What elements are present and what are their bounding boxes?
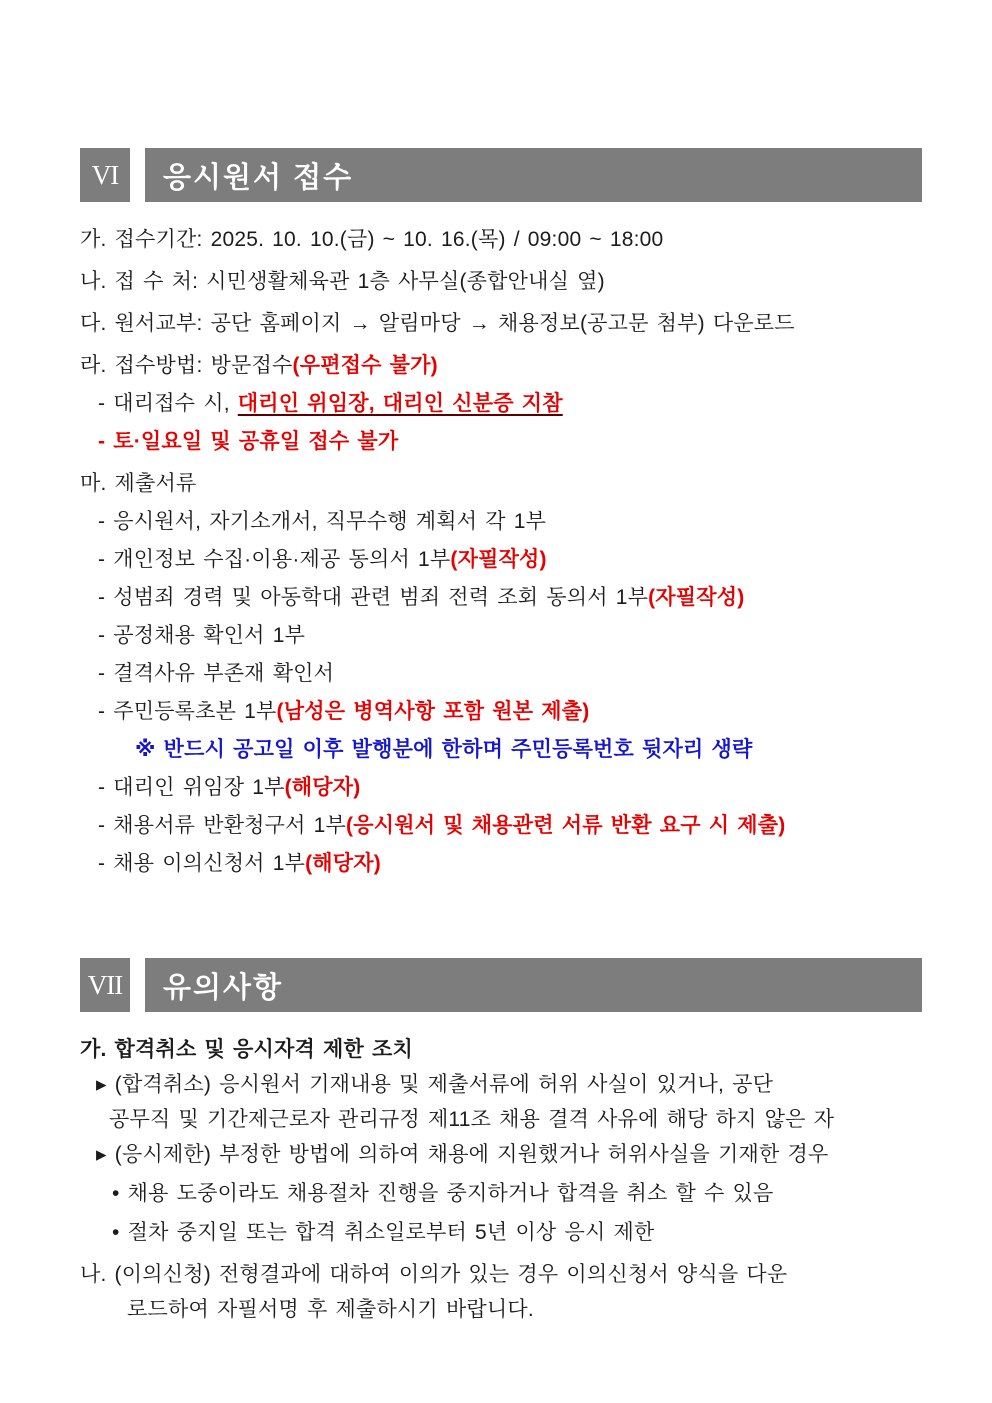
doc-line-sub <box>98 548 922 571</box>
text-segment: - 성범죄 경력 및 아동학대 관련 범죄 전력 조회 동의서 1부 <box>98 586 649 609</box>
doc-line-sub <box>98 430 922 453</box>
doc-line-sub <box>98 662 922 685</box>
text-segment: - 채용서류 반환청구서 1부 <box>98 814 347 837</box>
text-segment: - 토·일요일 및 공휴일 접수 불가 <box>98 430 399 453</box>
text-segment: (해당자) <box>284 776 361 799</box>
doc-line-bullet <box>112 1182 922 1205</box>
text-segment: (해당자) <box>305 852 381 875</box>
section-notes <box>80 958 922 1321</box>
section-title: 응시원서 접수 <box>163 161 354 194</box>
text-segment: 가. 합격취소 및 응시자격 제한 조치 <box>80 1038 414 1061</box>
text-segment: ※ 반드시 공고일 이후 발행분에 한하며 주민등록번호 뒷자리 생략 <box>135 738 753 761</box>
doc-line-item <box>80 270 922 293</box>
section-application-submission <box>80 148 922 875</box>
section-numeral: VI <box>91 159 119 190</box>
text-segment: 라. 접수방법: 방문접수 <box>80 354 293 377</box>
text-segment: - 대리인 위임장 1부 <box>98 776 285 799</box>
doc-line-note <box>135 738 922 761</box>
text-segment: • 절차 중지일 또는 합격 취소일로부터 5년 이상 응시 제한 <box>112 1221 655 1244</box>
header-gap <box>130 148 145 202</box>
doc-line-sub <box>98 624 922 647</box>
doc-line-arrow <box>96 1073 922 1096</box>
section-header <box>80 148 922 202</box>
section-body <box>80 1038 922 1321</box>
text-segment: 마. 제출서류 <box>80 472 197 495</box>
text-segment: • 채용 도중이라도 채용절차 진행을 중지하거나 합격을 취소 할 수 있음 <box>112 1182 774 1205</box>
section-numeral-badge <box>80 958 130 1012</box>
text-segment: - 개인정보 수집·이용·제공 동의서 1부 <box>98 548 451 571</box>
text-segment: 다. 원서교부: 공단 홈페이지 → 알림마당 → 채용정보(공고문 첨부) 다운로드 <box>80 312 795 335</box>
text-segment: 가. 접수기간: 2025. 10. 10.(금) ~ 10. 16.(목) / 09:00 ~ 18:00 <box>80 228 664 251</box>
header-gap <box>130 958 145 1012</box>
doc-line-sub <box>98 852 922 875</box>
section-numeral-badge <box>80 148 130 202</box>
doc-line-sub <box>98 814 922 837</box>
doc-line-sub <box>98 510 922 533</box>
text-segment: (남성은 병역사항 포함 원본 제출) <box>276 700 590 723</box>
text-segment: - 결격사유 부존재 확인서 <box>98 662 335 685</box>
text-segment: 로드하여 자필서명 후 제출하시기 바랍니다. <box>127 1298 534 1321</box>
text-segment: (자필작성) <box>648 586 745 609</box>
text-segment: - 채용 이의신청서 1부 <box>98 852 306 875</box>
text-segment: 나. (이의신청) 전형결과에 대하여 이의가 있는 경우 이의신청서 양식을 다운 <box>80 1263 788 1286</box>
text-segment: 대리인 위임장, 대리인 신분증 지참 <box>237 392 563 415</box>
doc-line-sub <box>98 700 922 723</box>
text-segment: ▸ (응시제한) 부정한 방법에 의하여 채용에 지원했거나 허위사실을 기재한 경우 <box>96 1143 829 1166</box>
section-body <box>80 228 922 875</box>
text-segment: - 공정채용 확인서 1부 <box>98 624 306 647</box>
text-segment: - 응시원서, 자기소개서, 직무수행 계획서 각 1부 <box>98 510 547 533</box>
doc-line-item <box>80 1038 922 1061</box>
section-title: 유의사항 <box>163 971 284 1004</box>
doc-line-arrow <box>96 1143 922 1166</box>
text-segment: ▸ (합격취소) 응시원서 기재내용 및 제출서류에 허위 사실이 있거나, 공단 <box>96 1073 774 1096</box>
doc-line-sub <box>98 392 922 415</box>
doc-line-cont <box>109 1108 922 1131</box>
text-segment: 나. 접 수 처: 시민생활체육관 1층 사무실(종합안내실 옆) <box>80 270 605 293</box>
section-title-bar <box>145 148 922 202</box>
section-header <box>80 958 922 1012</box>
text-segment: (응시원서 및 채용관련 서류 반환 요구 시 제출) <box>346 814 786 837</box>
doc-line-bullet <box>112 1221 922 1244</box>
text-segment: - 대리접수 시, <box>98 392 238 415</box>
text-segment: 공무직 및 기간제근로자 관리규정 제11조 채용 결격 사유에 해당 하지 않은 자 <box>109 1108 835 1131</box>
doc-line-item <box>80 354 922 377</box>
doc-line-sub <box>98 776 922 799</box>
text-segment: (자필작성) <box>450 548 547 571</box>
doc-line-item <box>80 472 922 495</box>
doc-line-item <box>80 312 922 335</box>
doc-line-item <box>80 1263 922 1286</box>
doc-line-sub <box>98 586 922 609</box>
doc-line-cont2 <box>127 1298 922 1321</box>
text-segment: - 주민등록초본 1부 <box>98 700 277 723</box>
doc-line-item <box>80 228 922 251</box>
section-title-bar <box>145 958 922 1012</box>
section-numeral: VII <box>87 969 123 1000</box>
text-segment: (우편접수 불가) <box>292 354 438 377</box>
